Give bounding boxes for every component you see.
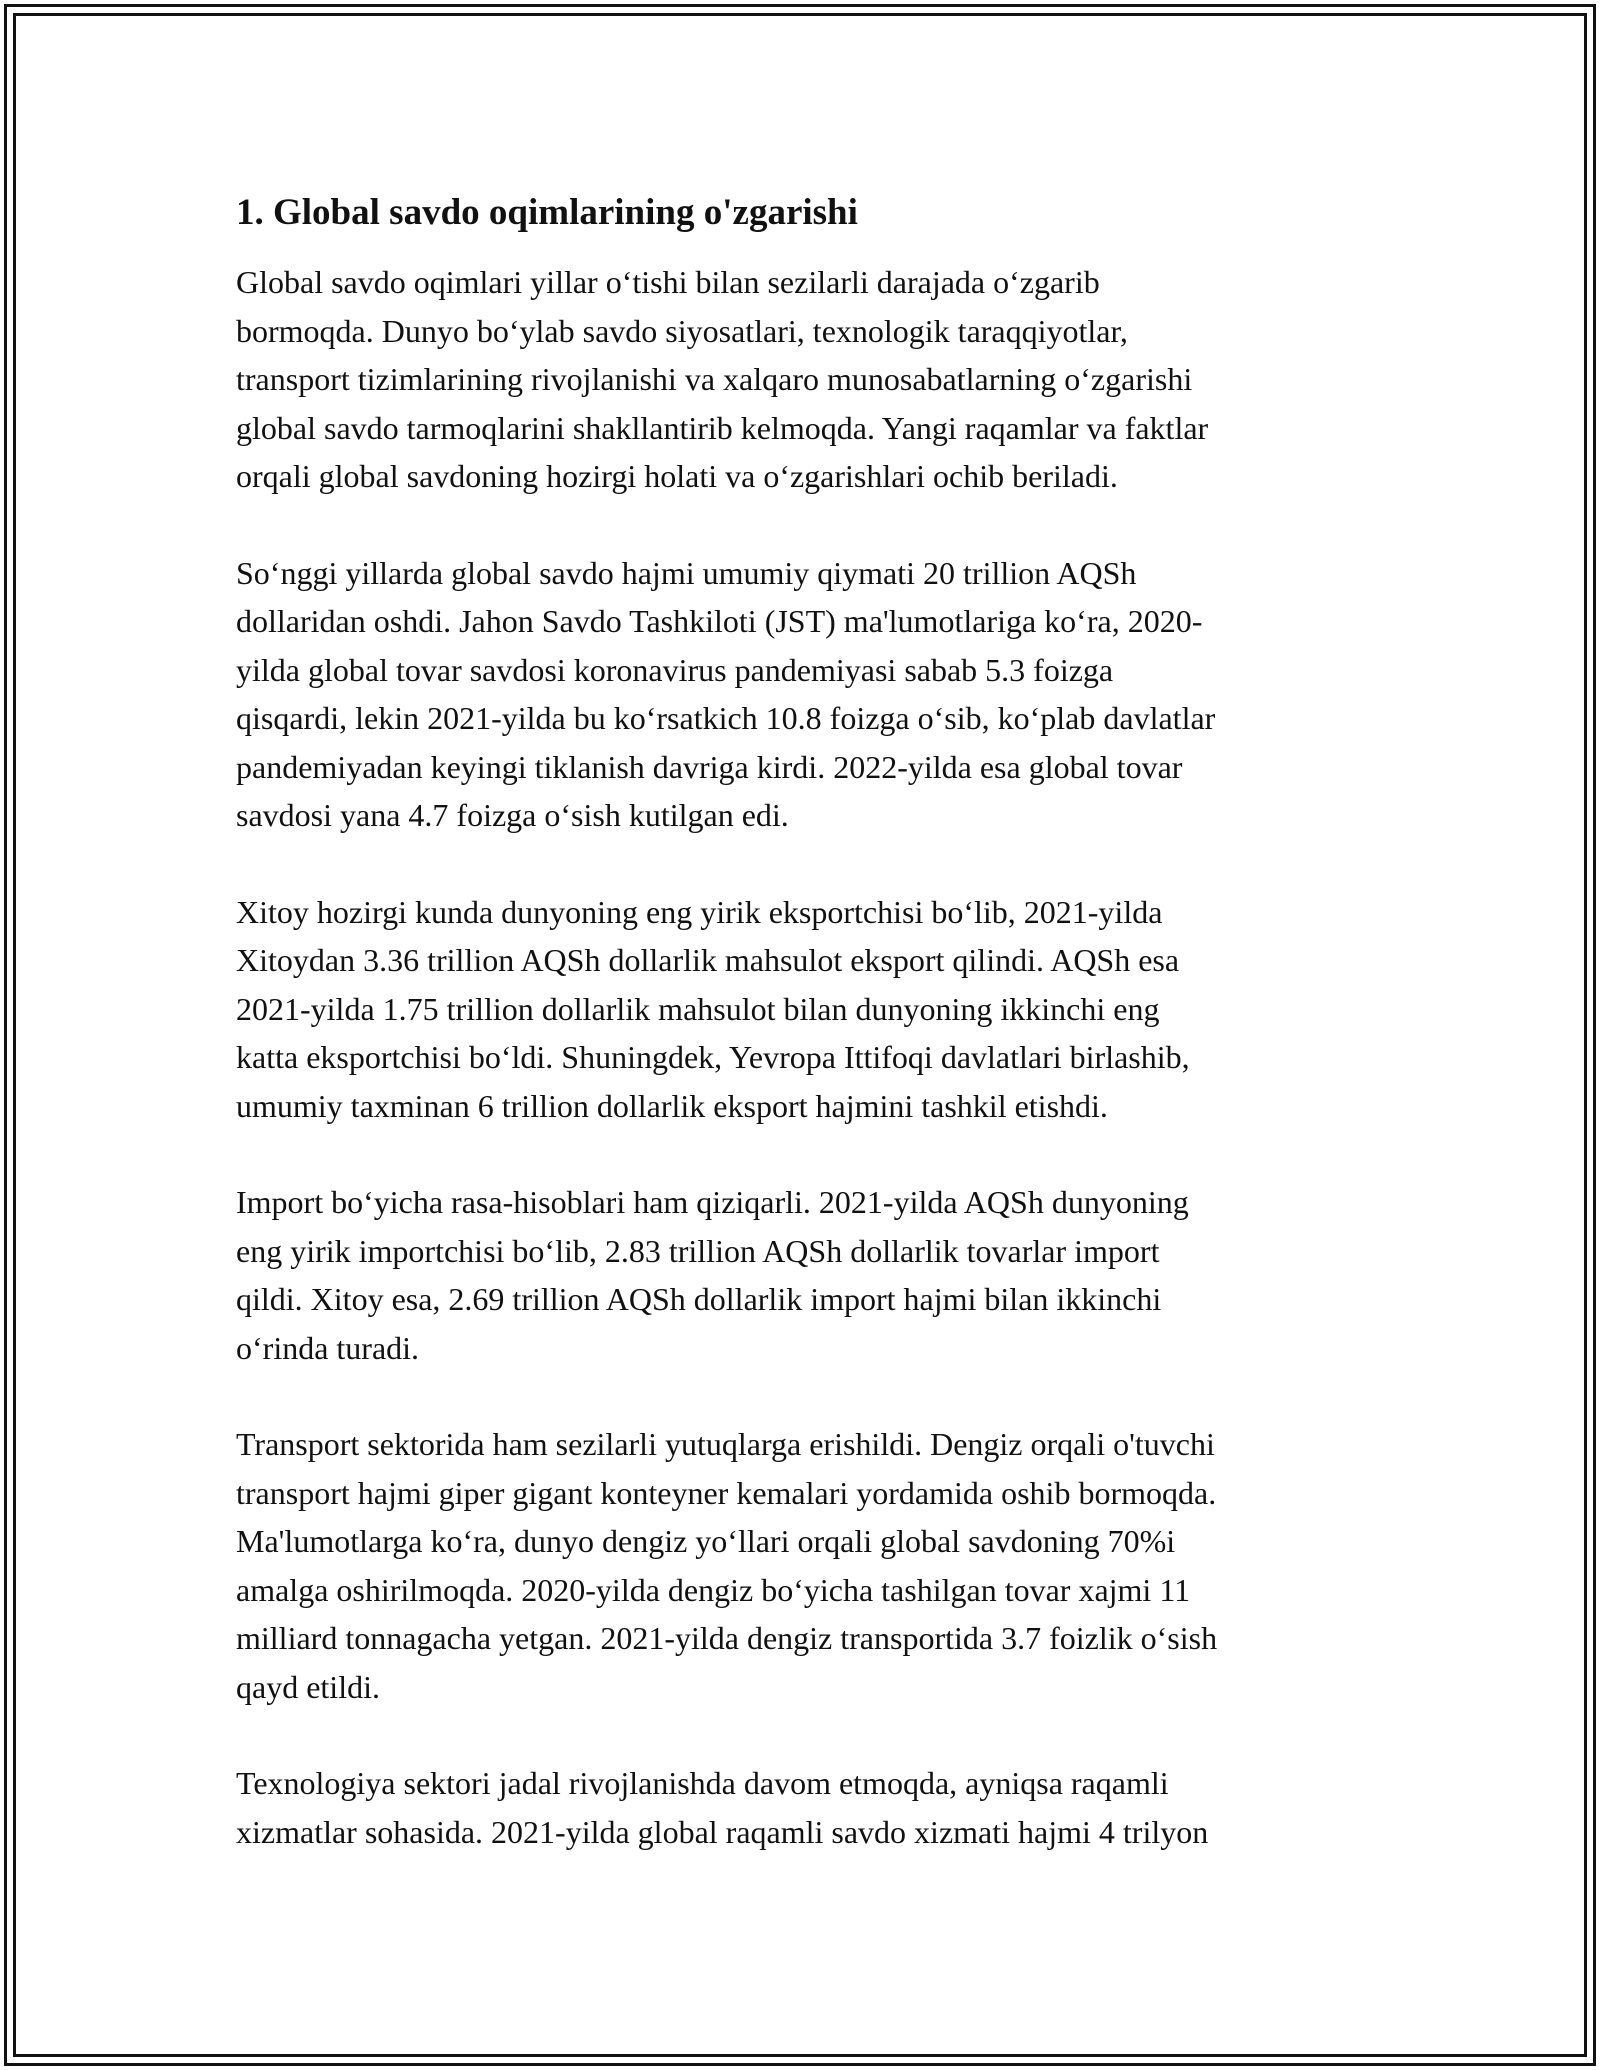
paragraph-5 [236, 1420, 1366, 1711]
text-line: 2021-yilda 1.75 trillion dollarlik mahsulot bilan dunyoning ikkinchi eng [236, 990, 1160, 1027]
text-line: transport hajmi giper gigant konteyner kemalari yordamida oshib bormoqda. [236, 1474, 1217, 1511]
text-line: Transport sektorida ham sezilarli yutuqlarga erishildi. Dengiz orqali o'tuvchi [236, 1426, 1215, 1462]
text-line: qayd etildi. [236, 1668, 380, 1705]
text-line: global savdo tarmoqlarini shakllantirib kelmoqda. Yangi raqamlar va faktlar [236, 409, 1209, 446]
document-body [236, 188, 1366, 1904]
paragraph-1 [236, 258, 1366, 501]
paragraph-2 [236, 549, 1366, 840]
text-line: dollaridan oshdi. Jahon Savdo Tashkiloti (JST) ma'lumotlariga ko‘ra, 2020- [236, 603, 1203, 639]
text-line: savdosi yana 4.7 foizga o‘sish kutilgan edi. [236, 797, 789, 833]
paragraph-3 [236, 888, 1366, 1131]
text-line: transport tizimlarining rivojlanishi va xalqaro munosabatlarning o‘zgarishi [236, 361, 1193, 397]
text-line: bormoqda. Dunyo bo‘ylab savdo siyosatlari, texnologik taraqqiyotlar, [236, 312, 1128, 349]
section-heading: 1. Global savdo oqimlarining o'zgarishi [236, 192, 858, 233]
text-line: eng yirik importchisi bo‘lib, 2.83 trillion AQSh dollarlik tovarlar import [236, 1232, 1160, 1269]
paragraph-4 [236, 1178, 1366, 1372]
text-line: pandemiyadan keyingi tiklanish davriga kirdi. 2022-yilda esa global tovar [236, 748, 1183, 785]
text-line: orqali global savdoning hozirgi holati va o‘zgarishlari ochib beriladi. [236, 458, 1118, 494]
text-line: yilda global tovar savdosi koronavirus pandemiyasi sabab 5.3 foizga [236, 651, 1114, 688]
paragraph-6 [236, 1759, 1366, 1856]
text-line: qisqardi, lekin 2021-yilda bu ko‘rsatkich 10.8 foizga o‘sib, ko‘plab davlatlar [236, 700, 1216, 736]
text-line: Global savdo oqimlari yillar o‘tishi bilan sezilarli darajada o‘zgarib [236, 264, 1100, 300]
text-line: amalga oshirilmoqda. 2020-yilda dengiz bo‘yicha tashilgan tovar xajmi 11 [236, 1571, 1191, 1608]
text-line: umumiy taxminan 6 trillion dollarlik eksport hajmini tashkil etishdi. [236, 1087, 1108, 1124]
text-line: milliard tonnagacha yetgan. 2021-yilda dengiz transportida 3.7 foizlik o‘sish [236, 1620, 1218, 1656]
text-line: Xitoydan 3.36 trillion AQSh dollarlik mahsulot eksport qilindi. AQSh esa [236, 942, 1180, 978]
text-line: Ma'lumotlarga ko‘ra, dunyo dengiz yo‘llari orqali global savdoning 70%i [236, 1523, 1176, 1559]
text-line: So‘nggi yillarda global savdo hajmi umumiy qiymati 20 trillion AQSh [236, 554, 1137, 591]
text-line: o‘rinda turadi. [236, 1329, 420, 1366]
text-line: Xitoy hozirgi kunda dunyoning eng yirik eksportchisi bo‘lib, 2021-yilda [236, 893, 1163, 930]
text-line: Import bo‘yicha rasa-hisoblari ham qiziqarli. 2021-yilda AQSh dunyoning [236, 1184, 1189, 1220]
text-line: qildi. Xitoy esa, 2.69 trillion AQSh dollarlik import hajmi bilan ikkinchi [236, 1281, 1162, 1317]
text-line: Texnologiya sektori jadal rivojlanishda davom etmoqda, ayniqsa raqamli [236, 1765, 1169, 1801]
text-line: katta eksportchisi bo‘ldi. Shuningdek, Yevropa Ittifoqi davlatlari birlashib, [236, 1039, 1190, 1075]
text-line: xizmatlar sohasida. 2021-yilda global raqamli savdo xizmati hajmi 4 trilyon [236, 1813, 1209, 1850]
